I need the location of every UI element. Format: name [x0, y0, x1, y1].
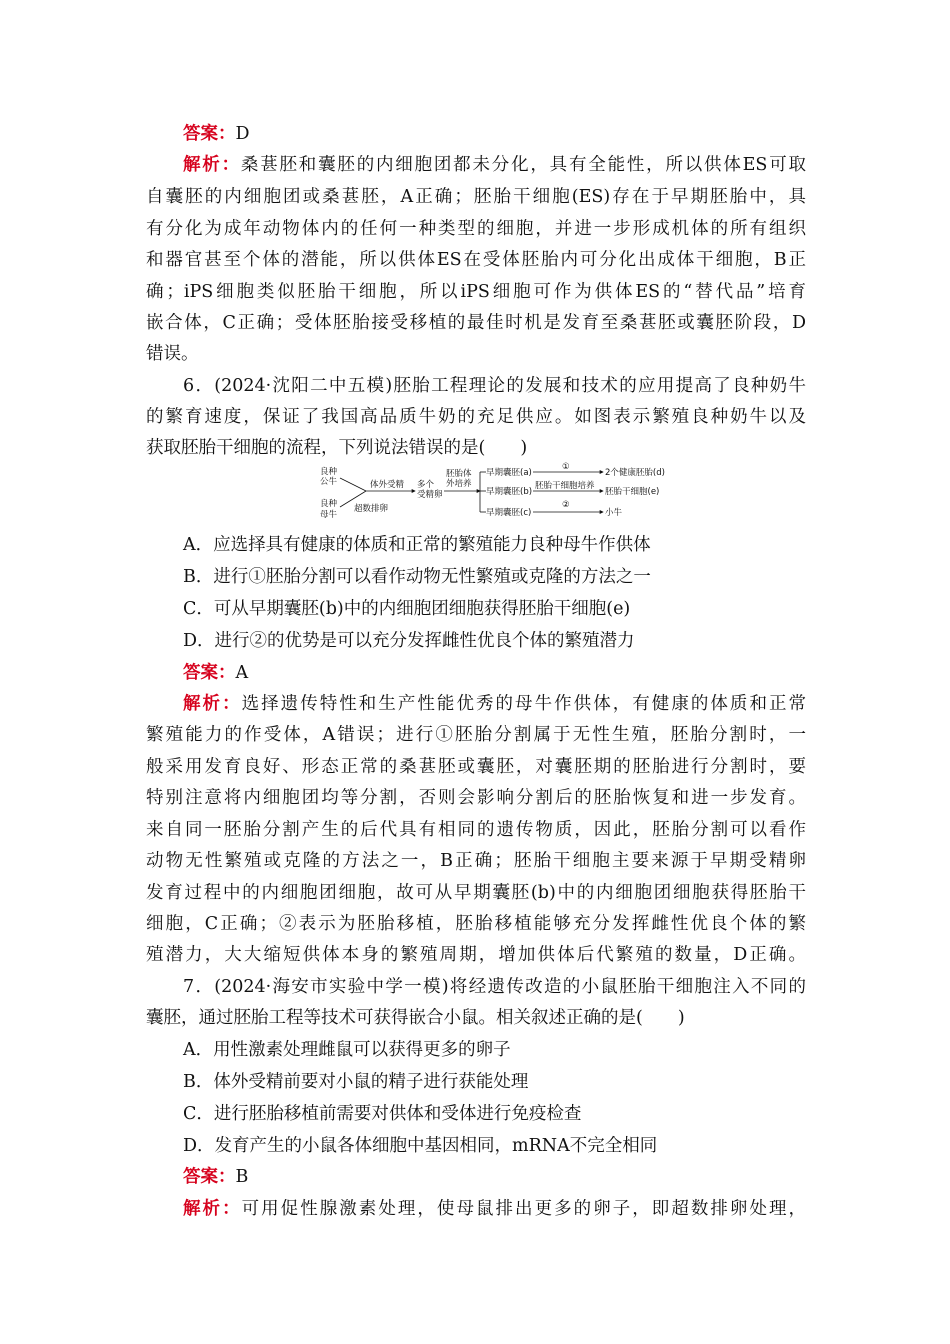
q5-analysis-line: 错误。 [146, 344, 199, 364]
q7-option-d: D．发育产生的小鼠各体细胞中基因相同，mRNA不完全相同 [183, 1136, 658, 1156]
analysis-label: 解析： [183, 694, 242, 714]
q6-option-a: A．应选择具有健康的体质和正常的繁殖能力良种母牛作供体 [183, 535, 651, 555]
q6-stem-line: 获取胚胎干细胞的流程，下列说法错误的是( ) [146, 438, 528, 458]
result-d-label: 2个健康胚胎(d) [605, 468, 665, 478]
q6-analysis-line: 特别注意将内细胞团均等分割，否则会影响分割后的胚胎恢复和进一步发育。 [146, 788, 806, 808]
q5-analysis-line: 解析：桑葚胚和囊胚的内细胞团都未分化，具有全能性，所以供体ES可取 [183, 155, 807, 175]
answer-value: A [235, 663, 249, 683]
q6-analysis-line: 繁殖能力的作受体，A错误；进行①胚胎分割属于无性生殖，胚胎分割时，一 [146, 725, 806, 745]
q7-stem-line: 7．(2024·海安市实验中学一模)将经遗传改造的小鼠胚胎干细胞注入不同的 [183, 977, 806, 997]
stem-culture-label: 胚胎干细胞培养 [535, 481, 595, 491]
ivf-label: 体外受精 [370, 480, 405, 490]
fertilized-eggs-label-2: 受精卵 [417, 490, 443, 500]
q6-analysis-line: 来自同一胚胎分割产生的后代具有相同的遗传物质，因此，胚胎分割可以看作 [146, 820, 806, 840]
answer-value: D [235, 124, 250, 144]
q7-option-a: A．用性激素处理雌鼠可以获得更多的卵子 [183, 1040, 511, 1060]
good-bull-label-2: 公牛 [320, 477, 338, 487]
q6-analysis-line: 动物无性繁殖或克隆的方法之一，B正确；胚胎干细胞主要来源于早期受精卵 [146, 851, 806, 871]
good-cow-label-1: 良种 [320, 499, 338, 509]
bull-branch-line [340, 478, 366, 491]
q6-analysis-line: 解析：选择遗传特性和生产性能优秀的母牛作供体，有健康的体质和正常 [183, 694, 807, 714]
blastocyst-b-label: 早期囊胚(b) [486, 487, 533, 497]
superovulation-label: 超数排卵 [354, 504, 389, 514]
step1-label: ① [562, 462, 570, 472]
embryo-flow-diagram [318, 462, 678, 524]
q6-analysis-line: 殖潜力，大大缩短供体本身的繁殖周期，增加供体后代繁殖的数量，D正确。 [146, 945, 806, 965]
result-calf-label: 小牛 [605, 508, 623, 518]
fertilized-eggs-label-1: 多个 [417, 480, 435, 490]
answer-label: 答案： [183, 124, 236, 144]
q5-analysis-line: 和器官甚至个体的潜能，所以供体ES在受体胚胎内可分化出成体干细胞，B正 [146, 250, 806, 270]
q6-analysis-line: 发育过程中的内细胞团细胞，故可从早期囊胚(b)中的内细胞团细胞获得胚胎干 [146, 883, 806, 903]
q5-analysis-line: 有分化为成年动物体内的任何一种类型的细胞，并进一步形成机体的所有组织 [146, 219, 806, 239]
q6-analysis-line: 细胞，C正确；②表示为胚胎移植，胚胎移植能够充分发挥雌性优良个体的繁 [146, 914, 806, 934]
q6-stem-line: 6．(2024·沈阳二中五模)胚胎工程理论的发展和技术的应用提高了良种奶牛 [183, 376, 806, 396]
q6-option-b: B．进行①胚胎分割可以看作动物无性繁殖或克隆的方法之一 [183, 567, 651, 587]
q6-stem-line: 的繁育速度，保证了我国高品质牛奶的充足供应。如图表示繁殖良种奶牛以及 [146, 407, 806, 427]
q6-option-c: C．可从早期囊胚(b)中的内细胞团细胞获得胚胎干细胞(e) [183, 599, 631, 619]
step2-label: ② [562, 500, 570, 510]
answer-label: 答案： [183, 1167, 236, 1187]
q7-analysis-line: 解析：可用促性腺激素处理，使母鼠排出更多的卵子，即超数排卵处理， [183, 1199, 807, 1219]
q7-option-c: C．进行胚胎移植前需要对供体和受体进行免疫检查 [183, 1104, 582, 1124]
analysis-label: 解析： [183, 1199, 242, 1219]
q6-answer [183, 658, 806, 688]
analysis-label: 解析： [183, 155, 241, 175]
good-bull-label-1: 良种 [320, 467, 338, 477]
blastocyst-c-label: 早期囊胚(c) [486, 508, 532, 518]
q7-option-b: B．体外受精前要对小鼠的精子进行获能处理 [183, 1072, 529, 1092]
good-cow-label-2: 母牛 [320, 510, 338, 520]
q6-option-d: D．进行②的优势是可以充分发挥雌性优良个体的繁殖潜力 [183, 631, 635, 651]
q7-stem-line: 囊胚，通过胚胎工程等技术可获得嵌合小鼠。相关叙述正确的是( ) [146, 1008, 685, 1028]
answer-label: 答案： [183, 663, 236, 683]
q5-answer [183, 119, 806, 149]
q5-analysis-line: 自囊胚的内细胞团或桑葚胚，A正确；胚胎干细胞(ES)存在于早期胚胎中，具 [146, 187, 806, 207]
q5-analysis-line: 嵌合体，C正确；受体胚胎接受移植的最佳时机是发育至桑葚胚或囊胚阶段，D [146, 313, 806, 333]
embryo-culture-label-2: 外培养 [446, 479, 472, 489]
q7-answer [183, 1162, 806, 1192]
q5-analysis-line: 确；iPS细胞类似胚胎干细胞，所以iPS细胞可作为供体ES的“替代品”培育 [146, 282, 806, 302]
answer-value: B [235, 1167, 249, 1187]
q6-analysis-line: 般采用发育良好、形态正常的桑葚胚或囊胚，对囊胚期的胚胎进行分割时，要 [146, 757, 806, 777]
embryo-culture-label-1: 胚胎体 [446, 469, 472, 479]
blastocyst-a-label: 早期囊胚(a) [486, 468, 532, 478]
result-e-label: 胚胎干细胞(e) [605, 487, 660, 497]
